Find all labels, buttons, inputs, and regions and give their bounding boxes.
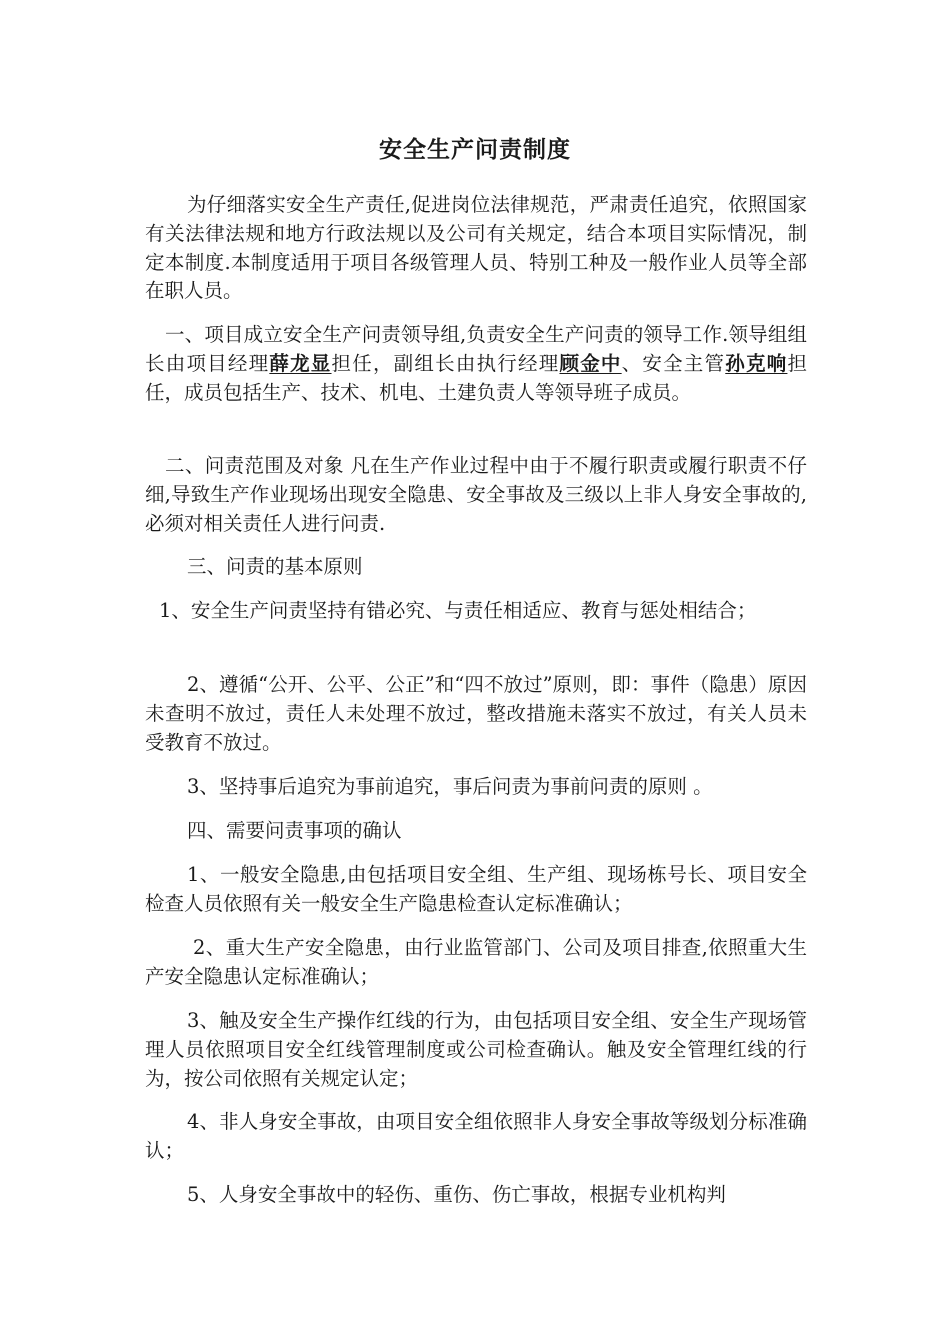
intro-paragraph: 为仔细落实安全生产责任,促进岗位法律规范，严肃责任追究，依照国家有关法律法规和地方行政法规以及公司有关规定，结合本项目实际情况，制定本制度.本制度适用于项目各级管理人员、特别工种及一般作业人员等全部在职人员。 bbox=[145, 193, 807, 303]
deputy-leader-name: 顾金中 bbox=[559, 351, 622, 375]
section-4-item-2: 2、重大生产安全隐患，由行业监管部门、公司及项目排查,依照重大生产安全隐患认定标准确认； bbox=[145, 936, 807, 988]
safety-supervisor-name: 孙克响 bbox=[725, 351, 788, 375]
section-3-item-2: 2、遵循“公开、公平、公正”和“四不放过”原则，即：事件（隐患）原因未查明不放过，责任人未处理不放过，整改措施未落实不放过，有关人员未受教育不放过。 bbox=[145, 673, 807, 754]
section-3-item-3: 3、坚持事后追究为事前追究，事后问责为事前问责的原则 。 bbox=[187, 775, 713, 798]
section-1-text-d: 担任，成员包括生产、技术、机电、土建负责人等领导班子成员。 bbox=[145, 351, 807, 404]
leader-name: 薛龙显 bbox=[269, 351, 332, 375]
section-1-text-c: 、安全主管 bbox=[621, 351, 726, 375]
section-4-item-4: 4、非人身安全事故，由项目安全组依照非人身安全事故等级划分标准确认； bbox=[145, 1110, 807, 1162]
section-4-item-1: 1、一般安全隐患,由包括项目安全组、生产组、现场栋号长、项目安全检查人员依照有关一般安全生产隐患检查认定标准确认； bbox=[145, 863, 807, 915]
section-4-heading: 四、需要问责事项的确认 bbox=[187, 819, 402, 842]
section-3-item-1: 1、安全生产问责坚持有错必究、与责任相适应、教育与惩处相结合； bbox=[159, 599, 757, 622]
section-1-paragraph bbox=[145, 321, 807, 407]
document-title: 安全生产问责制度 bbox=[379, 137, 571, 163]
section-3-heading: 三、问责的基本原则 bbox=[187, 555, 363, 578]
section-4-item-3: 3、触及安全生产操作红线的行为，由包括项目安全组、安全生产现场管理人员依照项目安全红线管理制度或公司检查确认。触及安全管理红线的行为，按公司依照有关规定认定； bbox=[145, 1009, 807, 1090]
section-1-text-b: 担任，副组长由执行经理 bbox=[331, 351, 560, 375]
section-2-paragraph: 二、问责范围及对象 凡在生产作业过程中由于不履行职责或履行职责不仔细,导致生产作业现场出现安全隐患、安全事故及三级以上非人身安全事故的,必须对相关责任人进行问责. bbox=[145, 454, 807, 535]
section-4-item-5: 5、人身安全事故中的轻伤、重伤、伤亡事故，根据专业机构判 bbox=[187, 1183, 726, 1206]
section-1-text-a: 一、项目成立安全生产问责领导组,负责安全生产问责的领导工作.领导组组长由项目经理 bbox=[145, 323, 807, 375]
